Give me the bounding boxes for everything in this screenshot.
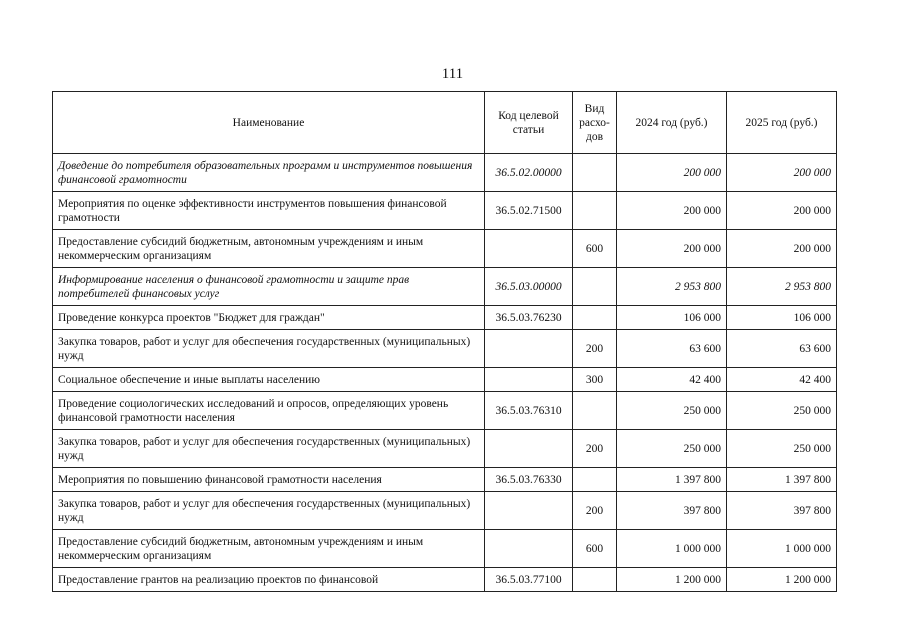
- header-2025: 2025 год (руб.): [727, 92, 837, 154]
- cell-name: Предоставление субсидий бюджетным, автономным учреждениям и иным некоммерческим организациям: [53, 230, 485, 268]
- cell-2024: 42 400: [617, 368, 727, 392]
- table-row: [53, 368, 837, 392]
- cell-2024: 1 397 800: [617, 468, 727, 492]
- cell-2025: 200 000: [727, 154, 837, 192]
- table-row: [53, 568, 837, 592]
- cell-name: Информирование населения о финансовой грамотности и защите прав потребителей финансовых услуг: [53, 268, 485, 306]
- cell-code: [485, 530, 573, 568]
- cell-type: [573, 154, 617, 192]
- table-header-row: [53, 92, 837, 154]
- cell-name: Проведение конкурса проектов "Бюджет для граждан": [53, 306, 485, 330]
- cell-name: Мероприятия по оценке эффективности инструментов повышения финансовой грамотности: [53, 192, 485, 230]
- cell-code: [485, 430, 573, 468]
- cell-type: 600: [573, 530, 617, 568]
- table-row: [53, 192, 837, 230]
- cell-code: 36.5.02.00000: [485, 154, 573, 192]
- cell-2025: 200 000: [727, 230, 837, 268]
- cell-2025: 250 000: [727, 392, 837, 430]
- table-row: [53, 430, 837, 468]
- table-row: [53, 268, 837, 306]
- cell-name: Предоставление грантов на реализацию проектов по финансовой: [53, 568, 485, 592]
- cell-2024: 250 000: [617, 392, 727, 430]
- cell-code: 36.5.02.71500: [485, 192, 573, 230]
- cell-code: [485, 368, 573, 392]
- cell-2024: 1 000 000: [617, 530, 727, 568]
- table-row: [53, 306, 837, 330]
- table-row: [53, 154, 837, 192]
- cell-2024: 200 000: [617, 154, 727, 192]
- cell-2025: 1 397 800: [727, 468, 837, 492]
- cell-code: 36.5.03.76330: [485, 468, 573, 492]
- cell-name: Доведение до потребителя образовательных программ и инструментов повышения финансовой грамотности: [53, 154, 485, 192]
- cell-type: [573, 468, 617, 492]
- cell-2025: 106 000: [727, 306, 837, 330]
- cell-type: [573, 268, 617, 306]
- cell-2024: 1 200 000: [617, 568, 727, 592]
- cell-type: 200: [573, 330, 617, 368]
- cell-type: [573, 568, 617, 592]
- header-code: Код целевой статьи: [485, 92, 573, 154]
- cell-2024: 250 000: [617, 430, 727, 468]
- cell-code: 36.5.03.76310: [485, 392, 573, 430]
- cell-2025: 397 800: [727, 492, 837, 530]
- cell-type: 200: [573, 430, 617, 468]
- table-row: [53, 330, 837, 368]
- table-row: [53, 530, 837, 568]
- header-type: Вид расхо-дов: [573, 92, 617, 154]
- cell-name: Мероприятия по повышению финансовой грамотности населения: [53, 468, 485, 492]
- table-row: [53, 492, 837, 530]
- table-row: [53, 230, 837, 268]
- table-row: [53, 392, 837, 430]
- cell-2025: 200 000: [727, 192, 837, 230]
- header-name: Наименование: [53, 92, 485, 154]
- cell-type: [573, 192, 617, 230]
- page-number: 111: [441, 66, 464, 82]
- cell-name: Социальное обеспечение и иные выплаты населению: [53, 368, 485, 392]
- cell-2024: 2 953 800: [617, 268, 727, 306]
- cell-2025: 63 600: [727, 330, 837, 368]
- cell-code: 36.5.03.00000: [485, 268, 573, 306]
- cell-type: 300: [573, 368, 617, 392]
- cell-2025: 2 953 800: [727, 268, 837, 306]
- cell-2024: 200 000: [617, 230, 727, 268]
- cell-code: [485, 330, 573, 368]
- cell-code: 36.5.03.77100: [485, 568, 573, 592]
- cell-2024: 63 600: [617, 330, 727, 368]
- cell-2025: 1 200 000: [727, 568, 837, 592]
- table-body: [53, 154, 837, 592]
- cell-name: Закупка товаров, работ и услуг для обеспечения государственных (муниципальных) нужд: [53, 492, 485, 530]
- cell-type: [573, 306, 617, 330]
- cell-code: [485, 492, 573, 530]
- cell-name: Проведение социологических исследований и опросов, определяющих уровень финансовой грамотности населения: [53, 392, 485, 430]
- cell-2024: 200 000: [617, 192, 727, 230]
- cell-2025: 250 000: [727, 430, 837, 468]
- cell-type: 600: [573, 230, 617, 268]
- table-row: [53, 468, 837, 492]
- cell-2024: 397 800: [617, 492, 727, 530]
- cell-2025: 1 000 000: [727, 530, 837, 568]
- cell-name: Закупка товаров, работ и услуг для обеспечения государственных (муниципальных) нужд: [53, 430, 485, 468]
- header-2024: 2024 год (руб.): [617, 92, 727, 154]
- cell-2024: 106 000: [617, 306, 727, 330]
- budget-table: [52, 91, 837, 592]
- cell-type: 200: [573, 492, 617, 530]
- cell-code: [485, 230, 573, 268]
- cell-type: [573, 392, 617, 430]
- cell-name: Закупка товаров, работ и услуг для обеспечения государственных (муниципальных) нужд: [53, 330, 485, 368]
- cell-2025: 42 400: [727, 368, 837, 392]
- cell-name: Предоставление субсидий бюджетным, автономным учреждениям и иным некоммерческим организациям: [53, 530, 485, 568]
- cell-code: 36.5.03.76230: [485, 306, 573, 330]
